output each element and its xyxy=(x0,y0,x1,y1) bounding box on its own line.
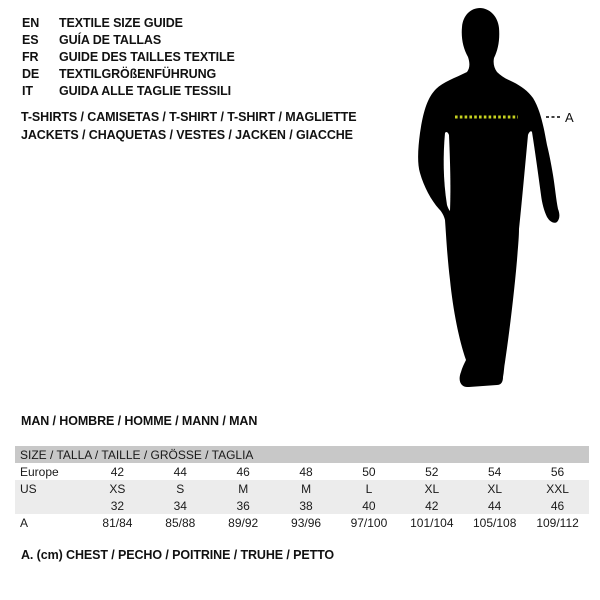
language-code: EN xyxy=(22,15,40,30)
row-label: A xyxy=(20,515,29,530)
table-row-uk xyxy=(15,497,589,514)
language-label: GUÍA DE TALLAS xyxy=(59,32,162,47)
size-cell: L xyxy=(365,481,373,496)
language-code: IT xyxy=(22,84,33,99)
size-cell: XXL xyxy=(546,481,569,496)
size-cell: 93/96 xyxy=(291,515,322,530)
man-figure xyxy=(415,5,580,393)
language-code: FR xyxy=(22,49,39,64)
list-item xyxy=(22,83,235,100)
size-cell: XL xyxy=(424,481,440,496)
language-list xyxy=(22,14,235,100)
size-cell: 105/108 xyxy=(472,515,517,530)
size-cell: 40 xyxy=(362,498,376,513)
size-cell: S xyxy=(176,481,185,496)
table-header-row xyxy=(15,446,589,463)
size-cell: M xyxy=(238,481,249,496)
size-cell: 32 xyxy=(110,498,125,513)
language-label: GUIDE DES TAILLES TEXTILE xyxy=(59,49,235,64)
size-cell: 42 xyxy=(425,498,439,513)
size-cell: XS xyxy=(109,481,126,496)
table-row-europe xyxy=(15,463,589,480)
size-cell: 46 xyxy=(236,464,250,479)
list-item xyxy=(22,66,235,83)
list-item xyxy=(22,31,235,48)
language-label: GUIDA ALLE TAGLIE TESSILI xyxy=(59,84,232,99)
language-label: TEXTILGRÖßENFÜHRUNG xyxy=(59,67,217,82)
size-cell: 46 xyxy=(550,498,565,513)
size-cell: 50 xyxy=(362,464,376,479)
language-label: TEXTILE SIZE GUIDE xyxy=(59,15,183,30)
category-tshirts: T-SHIRTS / CAMISETAS / T-SHIRT / T-SHIRT / MAGLIETTE xyxy=(21,110,357,124)
table-row-us xyxy=(15,480,589,497)
size-cell: 89/92 xyxy=(228,515,259,530)
size-cell: 81/84 xyxy=(102,515,133,530)
language-code: ES xyxy=(22,32,39,47)
size-cell: M xyxy=(301,481,312,496)
size-cell: 109/112 xyxy=(536,515,579,530)
man-silhouette-icon xyxy=(418,8,559,387)
size-cell: 36 xyxy=(236,498,250,513)
footnote-chest-measurement: A. (cm) CHEST / PECHO / POITRINE / TRUHE / PETTO xyxy=(21,548,335,562)
list-item xyxy=(22,14,235,31)
size-cell: 97/100 xyxy=(350,515,388,530)
size-cell: 85/88 xyxy=(165,515,196,530)
table-header: SIZE / TALLA / TAILLE / GRÖSSE / TAGLIA xyxy=(15,446,589,463)
size-cell: 101/104 xyxy=(410,515,454,530)
language-code: DE xyxy=(22,67,40,82)
size-cell: 54 xyxy=(488,464,502,479)
size-cell: 52 xyxy=(425,464,439,479)
table-row-a-chest xyxy=(15,514,589,531)
measurement-label-a: A xyxy=(565,110,574,125)
size-cell: 42 xyxy=(110,464,125,479)
list-item xyxy=(22,48,235,65)
size-table xyxy=(15,446,589,531)
size-cell: 44 xyxy=(488,498,502,513)
size-cell: 44 xyxy=(173,464,187,479)
size-cell: 56 xyxy=(550,464,565,479)
row-label: Europe xyxy=(20,464,59,479)
size-cell: 48 xyxy=(299,464,313,479)
size-cell: 38 xyxy=(299,498,313,513)
size-cell: 34 xyxy=(173,498,187,513)
row-label: US xyxy=(20,481,37,496)
size-cell: XL xyxy=(487,481,503,496)
category-jackets: JACKETS / CHAQUETAS / VESTES / JACKEN / GIACCHE xyxy=(21,128,353,142)
category-lines xyxy=(21,108,357,144)
row-label xyxy=(15,497,86,514)
section-title-man: MAN / HOMBRE / HOMME / MANN / MAN xyxy=(21,414,258,428)
